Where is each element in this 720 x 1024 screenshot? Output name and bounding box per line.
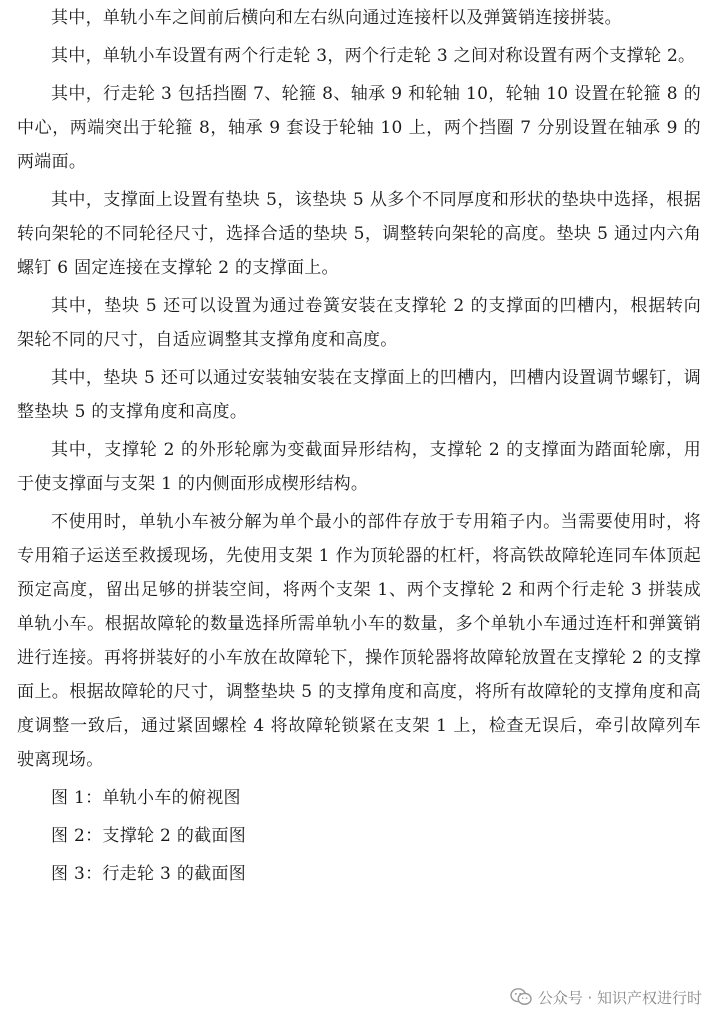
watermark-text: 公众号 · 知识产权进行时	[537, 988, 702, 1007]
paragraph: 其中，支撑面上设置有垫块 5，该垫块 5 从多个不同厚度和形状的垫块中选择，根据转向架轮的不同轮径尺寸，选择合适的垫块 5，调整转向架轮的高度。垫块 5 通过内六角螺钉 6 固定连接在支撑轮 2 的支撑面上。	[17, 190, 701, 278]
paragraph: 其中，单轨小车之间前后横向和左右纵向通过连接杆以及弹簧销连接拼装。	[51, 8, 622, 28]
figure-caption: 图 3：行走轮 3 的截面图	[51, 864, 247, 884]
paragraph: 不使用时，单轨小车被分解为单个最小的部件存放于专用箱子内。当需要使用时，将专用箱子运送至救援现场，先使用支架 1 作为顶轮器的杠杆，将高铁故障轮连同车体顶起预定高度，留出足够的拼装空间，将两个支架 1、两个支撑轮 2 和两个行走轮 3 拼装成单轨小车。根据故障轮的数量选择所需单轨小车的数量，多个单轨小车通过连杆和弹簧销进行连接。再将拼装好的小车放在故障轮下，操作顶轮器将故障轮放置在支撑轮 2 的支撑面上。根据故障轮的尺寸，调整垫块 5 的支撑角度和高度，将所有故障轮的支撑角度和高度调整一致后，通过紧固螺栓 4 将故障轮锁紧在支架 1 上，检查无误后，牵引故障列车驶离现场。	[17, 512, 701, 770]
paragraph: 其中，单轨小车设置有两个行走轮 3，两个行走轮 3 之间对称设置有两个支撑轮 2。	[51, 46, 696, 66]
wechat-official-account-icon	[510, 987, 532, 1007]
figure-caption: 图 1：单轨小车的俯视图	[51, 788, 241, 808]
paragraph: 其中，垫块 5 还可以通过安装轴安装在支撑面上的凹槽内，凹槽内设置调节螺钉，调整垫块 5 的支撑角度和高度。	[17, 368, 701, 422]
watermark	[510, 984, 702, 1010]
paragraph: 其中，支撑轮 2 的外形轮廓为变截面异形结构，支撑轮 2 的支撑面为踏面轮廓，用于使支撑面与支架 1 的内侧面形成楔形结构。	[17, 440, 701, 494]
paragraph: 其中，行走轮 3 包括挡圈 7、轮箍 8、轴承 9 和轮轴 10，轮轴 10 设置在轮箍 8 的中心，两端突出于轮箍 8，轴承 9 套设于轮轴 10 上，两个挡圈 7 分别设置在轴承 9 的两端面。	[17, 84, 701, 172]
figure-caption: 图 2：支撑轮 2 的截面图	[51, 826, 247, 846]
paragraph: 其中，垫块 5 还可以设置为通过卷簧安装在支撑轮 2 的支撑面的凹槽内，根据转向架轮不同的尺寸，自适应调整其支撑角度和高度。	[17, 296, 701, 350]
document-body	[17, 0, 701, 895]
